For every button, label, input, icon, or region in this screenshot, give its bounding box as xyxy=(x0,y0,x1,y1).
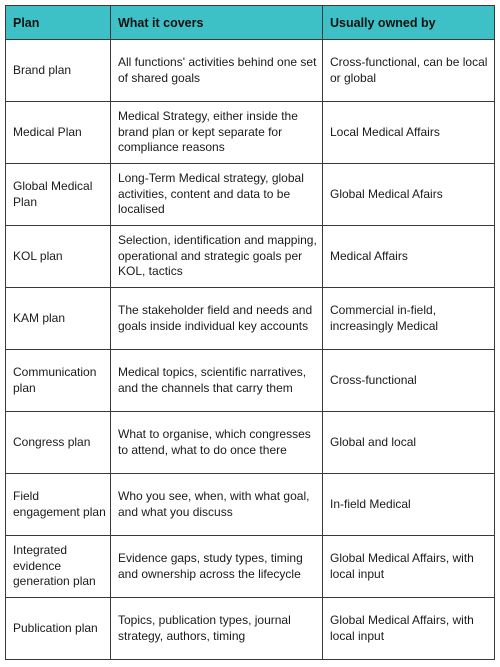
table-row xyxy=(6,288,495,350)
cell-covers: Topics, publication types, journal strategy, authors, timing xyxy=(111,598,323,660)
cell-plan: KOL plan xyxy=(6,226,111,288)
cell-plan: Brand plan xyxy=(6,40,111,102)
header-row xyxy=(6,6,495,40)
cell-owner: Global Medical Affairs, with local input xyxy=(323,598,495,660)
cell-covers: Medical Strategy, either inside the brand plan or kept separate for compliance reasons xyxy=(111,102,323,164)
table-row xyxy=(6,536,495,598)
cell-covers: Medical topics, scientific narratives, and the channels that carry them xyxy=(111,350,323,412)
cell-covers: Selection, identification and mapping, operational and strategic goals per KOL, tactics xyxy=(111,226,323,288)
cell-owner: Medical Affairs xyxy=(323,226,495,288)
table-row xyxy=(6,164,495,226)
table-row xyxy=(6,40,495,102)
cell-owner: In-field Medical xyxy=(323,474,495,536)
cell-plan: Medical Plan xyxy=(6,102,111,164)
cell-covers: Who you see, when, with what goal, and what you discuss xyxy=(111,474,323,536)
cell-covers: Long-Term Medical strategy, global activities, content and data to be localised xyxy=(111,164,323,226)
cell-covers: The stakeholder field and needs and goals inside individual key accounts xyxy=(111,288,323,350)
cell-owner: Cross-functional, can be local or global xyxy=(323,40,495,102)
plans-table xyxy=(5,5,495,660)
table-row xyxy=(6,102,495,164)
cell-owner: Commercial in-field, increasingly Medical xyxy=(323,288,495,350)
table-row xyxy=(6,474,495,536)
table-header xyxy=(6,6,495,40)
cell-covers: All functions' activities behind one set of shared goals xyxy=(111,40,323,102)
table-row xyxy=(6,598,495,660)
cell-plan: Congress plan xyxy=(6,412,111,474)
cell-plan: Global Medical Plan xyxy=(6,164,111,226)
cell-plan: Publication plan xyxy=(6,598,111,660)
cell-covers: What to organise, which congresses to attend, what to do once there xyxy=(111,412,323,474)
cell-owner: Global and local xyxy=(323,412,495,474)
header-usually-owned-by: Usually owned by xyxy=(323,6,495,40)
table-body xyxy=(6,40,495,660)
cell-plan: KAM plan xyxy=(6,288,111,350)
cell-owner: Local Medical Affairs xyxy=(323,102,495,164)
cell-plan: Field engagement plan xyxy=(6,474,111,536)
header-plan: Plan xyxy=(6,6,111,40)
table-row xyxy=(6,350,495,412)
cell-plan: Integrated evidence generation plan xyxy=(6,536,111,598)
cell-covers: Evidence gaps, study types, timing and ownership across the lifecycle xyxy=(111,536,323,598)
table-row xyxy=(6,226,495,288)
cell-plan: Communication plan xyxy=(6,350,111,412)
cell-owner: Global Medical Afairs xyxy=(323,164,495,226)
cell-owner: Global Medical Affairs, with local input xyxy=(323,536,495,598)
header-what-it-covers: What it covers xyxy=(111,6,323,40)
cell-owner: Cross-functional xyxy=(323,350,495,412)
table-row xyxy=(6,412,495,474)
